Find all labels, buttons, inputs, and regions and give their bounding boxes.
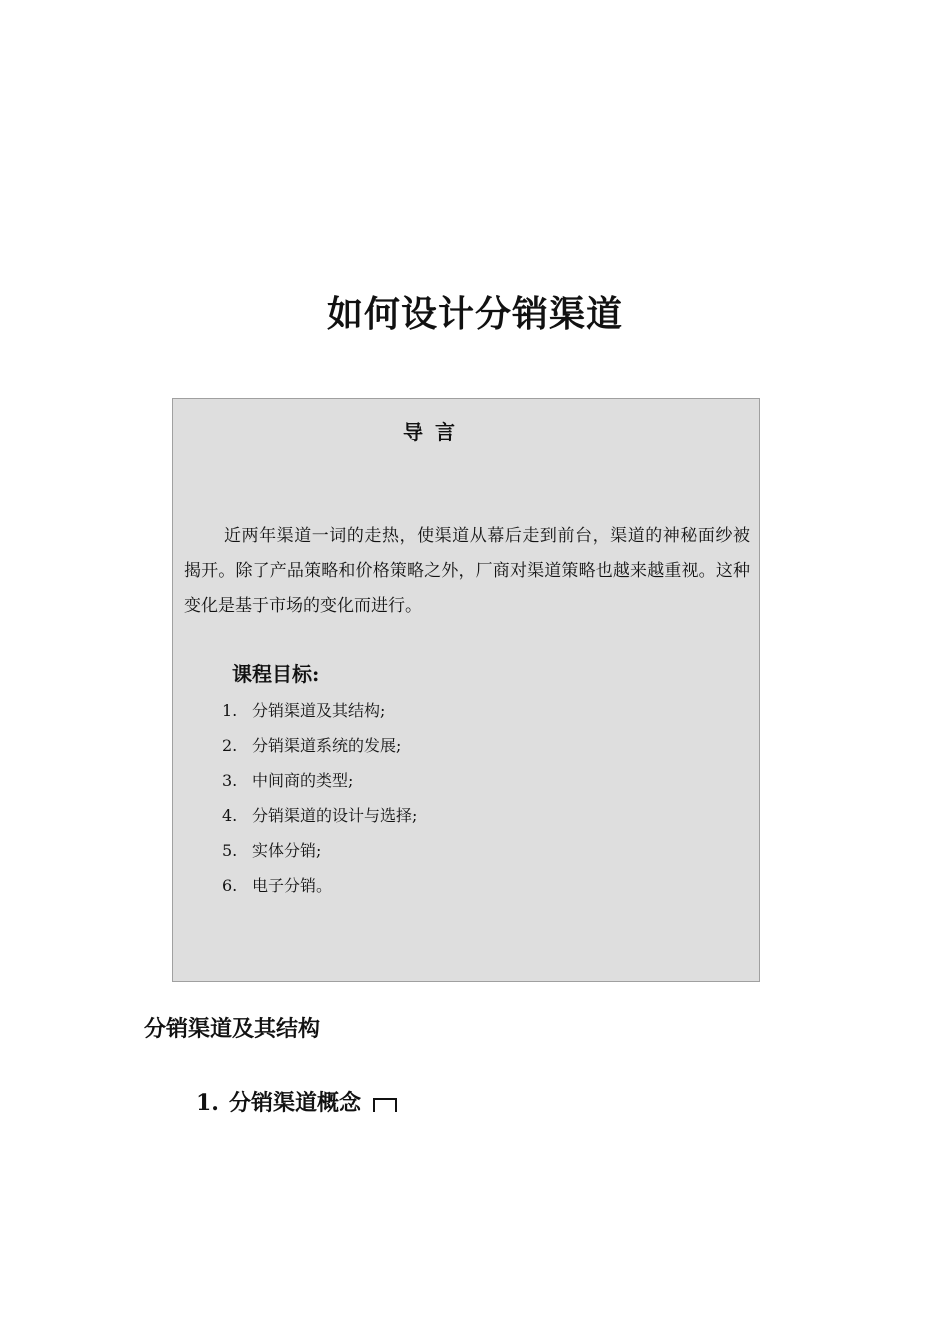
objective-list — [222, 693, 417, 903]
objectives-heading: 课程目标: — [232, 662, 320, 686]
objective-item — [222, 833, 417, 868]
objective-item — [222, 763, 417, 798]
subsection-heading — [196, 1086, 397, 1117]
objective-text: 电子分销。 — [252, 876, 333, 895]
subsection-number: 1. — [196, 1090, 219, 1116]
objective-item — [222, 868, 417, 903]
subsection-title: 分销渠道概念 — [228, 1090, 361, 1116]
objective-text: 分销渠道的设计与选择; — [252, 806, 418, 825]
objective-item — [222, 798, 417, 833]
objective-number: 1. — [222, 701, 238, 720]
objective-number: 2. — [222, 736, 238, 755]
objective-item — [222, 693, 417, 728]
document-title: 如何设计分销渠道 — [326, 293, 623, 335]
objective-number: 5. — [222, 841, 238, 860]
objective-number: 4. — [222, 806, 238, 825]
text-cursor-mark — [373, 1098, 397, 1112]
objective-text: 实体分销; — [252, 841, 322, 860]
objective-text: 分销渠道及其结构; — [252, 701, 386, 720]
intro-paragraph: 近两年渠道一词的走热，使渠道从幕后走到前台，渠道的神秘面纱被揭开。除了产品策略和价格策略之外，厂商对渠道策略也越来越重视。这种变化是基于市场的变化而进行。 — [184, 526, 750, 616]
objective-text: 分销渠道系统的发展; — [252, 736, 402, 755]
objective-number: 6. — [222, 876, 238, 895]
intro-heading: 导言 — [403, 420, 467, 444]
objective-item — [222, 728, 417, 763]
section-heading: 分销渠道及其结构 — [144, 1016, 321, 1042]
objective-number: 3. — [222, 771, 238, 790]
objective-text: 中间商的类型; — [252, 771, 354, 790]
